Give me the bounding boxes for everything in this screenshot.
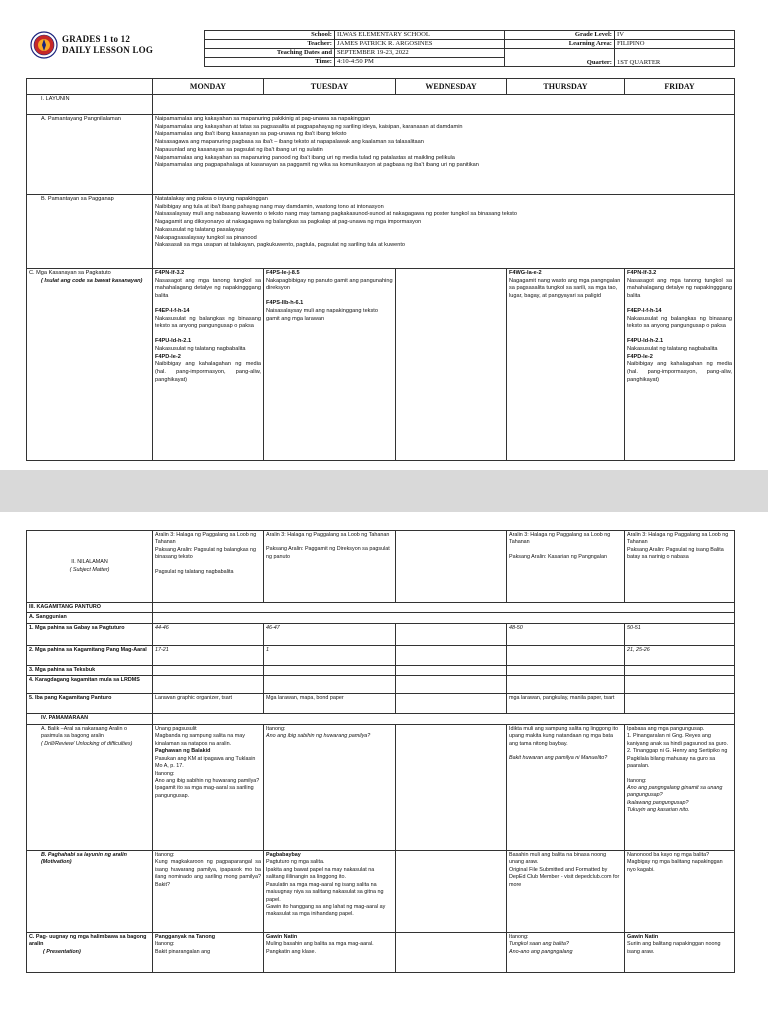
competency-text: Nakasusulat ng talatang nagbabalita — [155, 345, 246, 352]
quarter-label: Quarter: — [505, 49, 615, 67]
nilalaman-line: Paksang Aralin: Pagsulat ng isang Balita batay sa narinig o nabasa — [627, 546, 724, 561]
teksbuk-monday — [153, 665, 264, 675]
kagamitang-pang-mag-aaral-label: 2. Mga pahina sa Kagamitang Pang Mag-Aaral — [27, 645, 153, 665]
paghahabi-friday — [625, 850, 735, 932]
balik-aral-monday — [153, 724, 264, 850]
pamantayang-line: Napauunlad ang kasanayan sa pagsulat ng iba't ibang uri ng sulatin — [155, 146, 323, 153]
competency-code: F4PD-Ie-2 — [155, 353, 181, 360]
procedure-line: Pangganyak na Tanong — [155, 933, 216, 940]
school-info-table — [204, 30, 735, 67]
procedure-line: Muling basahin ang balita sa mga mag-aaral. — [266, 941, 374, 948]
lrdms-friday — [625, 676, 735, 694]
procedure-line: Ipakita ang bawat papel na may nakasulat na salitang ililinangin sa linggong ito. — [266, 866, 375, 881]
pag-uugnay-thursday — [507, 932, 625, 972]
competency-text: Naisasalaysay muli ang napakinggang teksto gamit ang mga larawan — [266, 307, 378, 322]
pag-uugnay-monday — [153, 932, 264, 972]
pamantayang-line: Naisasagawa ang mapanuring pagbasa sa iba't – ibang teksto at napapalawak ang kaalaman sa talasalitaan — [155, 139, 424, 146]
title-line-2: DAILY LESSON LOG — [62, 45, 154, 56]
pag-uugnay-sub: ( Presentation) — [43, 948, 81, 955]
pagganap-line: Nakapagsasalaysay tungkol sa pinanood — [155, 234, 257, 241]
nilalaman-wednesday — [396, 531, 507, 603]
competency-text: Nakapagbibigay ng panuto gamit ang pangunahing direksyon — [266, 277, 393, 292]
objectives-table — [26, 78, 735, 461]
kagamitan-blank — [153, 603, 735, 613]
nilalaman-line: Paksang Aralin: Pagsulat ng balangkas ng binasang teksto — [155, 546, 256, 561]
lm-monday: 17-21 — [153, 645, 264, 665]
pamantayang-text — [153, 115, 735, 195]
procedure-line: Tungkol saan ang balita? — [509, 941, 569, 948]
pagganap-label: B. Pamantayan sa Pagganap — [27, 195, 153, 269]
procedure-line: Itanong: — [155, 851, 175, 858]
paghahabi-label: B. Paghahabi sa layunin ng aralin (Motivation) — [27, 850, 153, 932]
pagganap-line: Natatalakay ang paksa o isyung napakinggan — [155, 196, 268, 203]
pamantayang-line: Naipamamalas ang kakayahan at tatas sa pagsasalita at pagpapahayag ng sariling ideya, kaisipan, karanasan at damdamin — [155, 123, 463, 130]
lesson-log-header — [26, 30, 734, 68]
iba-pang-kagamitan-label: 5. Iba pang Kagamitang Panturo — [27, 694, 153, 714]
pag-uugnay-label-cell — [27, 932, 153, 972]
log-title — [62, 34, 153, 57]
competency-text: Nakasusulat ng balangkas ng binasang teksto sa anyong pangungusap o paksa — [155, 315, 261, 330]
competency-text: Nagagamit nang wasto ang mga pangngalan sa pagsasalita tungkol sa sarili, sa mga tao, lugar, bagay, at pangyayari sa paligid — [509, 277, 621, 300]
kasanayan-monday — [153, 269, 264, 461]
pagganap-line: Nagagamit ang diksyonaryo at nakagagawa ng balangkas sa pagkalap at pag-unawa ng mga impormasyon — [155, 219, 422, 226]
procedure-line: Ano-ano ang pangngalang — [509, 948, 573, 955]
dates-label: Teaching Dates and — [205, 49, 335, 58]
competency-code: F4PS-IIb-h-6.1 — [266, 300, 304, 307]
teksbuk-label: 3. Mga pahina sa Teksbuk — [27, 665, 153, 675]
page-two — [0, 512, 768, 1024]
nilalaman-line: Aralin 3: Halaga ng Paggalang sa Loob ng Tahanan — [155, 532, 257, 546]
nilalaman-label: II. NILALAMAN — [71, 559, 108, 566]
teksbuk-thursday — [507, 665, 625, 675]
pagganap-text — [153, 195, 735, 269]
kagamitan-label: III. KAGAMITANG PANTURO — [27, 603, 153, 613]
paghahabi-wednesday — [396, 850, 507, 932]
procedure-line: Itanong: — [155, 770, 175, 777]
procedure-line: Bakit pinarangalan ang — [155, 948, 211, 955]
nilalaman-line: Paksang Aralin: Paggamit ng Direksyon sa pagsulat ng panuto — [266, 546, 390, 560]
procedure-line: Original File Submitted and Formatted by DepEd Club Member - visit depedclub.com for more — [509, 866, 620, 888]
day-friday: FRIDAY — [625, 79, 735, 95]
time-value: 4:10-4:50 PM — [335, 58, 505, 67]
area-label: Learning Area: — [505, 40, 615, 49]
procedure-line: Ano ang ibig sabihin ng huwarang pamilya? — [155, 777, 260, 784]
procedure-line: Pasulatin sa mga mag-aaral ng isang salita na maiuugnay niya sa salitang nakasulat sa gitna ng papel. — [266, 881, 384, 903]
layunin-blank — [153, 95, 735, 115]
paghahabi-thursday — [507, 850, 625, 932]
iba-monday: Larawan graphic organizer, tsart — [153, 694, 264, 714]
procedure-line: Paghawan ng Balakid — [155, 748, 211, 755]
grade-label: Grade Level: — [505, 31, 615, 40]
lrdms-tuesday — [264, 676, 396, 694]
pamamaraan-label: IV. PAMAMARAAN — [27, 714, 153, 724]
nilalaman-friday — [625, 531, 735, 603]
kasanayan-friday — [625, 269, 735, 461]
nilalaman-line: Aralin 3: Halaga ng Paggalang sa Loob ng Tahanan — [509, 532, 611, 546]
procedure-line: Suriin ang balitang napakinggan noong isang araw. — [627, 941, 721, 955]
competency-text: Nasasagot ang mga tanong tungkol sa mahahalagang detalye ng napakingggang balita — [155, 277, 261, 300]
pagganap-line: Nakasasali sa mga usapan at talakayan, pagkukuwento, pagtula, pagsulat ng sariling tula at kuwento — [155, 242, 406, 249]
teksbuk-wednesday — [396, 665, 507, 675]
dates-value: SEPTEMBER 19-23, 2022 — [335, 49, 505, 58]
procedure-line: Nanonood ba kayo ng mga balita? — [627, 851, 710, 858]
lrdms-thursday — [507, 676, 625, 694]
gabay-label: 1. Mga pahina sa Gabay sa Pagtuturo — [27, 623, 153, 645]
pamantayang-line: Naipamamalas ang kakayahan sa mapanuring panood ng iba't ibang uri ng media tulad ng patalastas at maikling pelikula — [155, 154, 455, 161]
pag-uugnay-wednesday — [396, 932, 507, 972]
teacher-label: Teacher: — [205, 40, 335, 49]
day-monday: MONDAY — [153, 79, 264, 95]
procedure-line: Magbigay ng mga balitang napakinggan nyo kagabi. — [627, 859, 723, 873]
nilalaman-tuesday — [264, 531, 396, 603]
pag-uugnay-friday — [625, 932, 735, 972]
competency-code: F4PU-Id-h-2.1 — [627, 338, 664, 345]
procedure-line: Ikalawang pangungusap? — [627, 799, 689, 806]
balik-aral-label: A. Balik –Aral sa nakaraang Aralin o pasimula sa bagong aralin — [41, 725, 127, 740]
procedure-line: 2. Tinanggap ni G. Henry ang Sertipiko ng Pagkilala bilang mahusay na guro sa paaralan. — [627, 748, 728, 770]
gabay-thursday: 48-50 — [507, 623, 625, 645]
school-label: School: — [205, 31, 335, 40]
competency-code: F4WG-Ia-e-2 — [509, 270, 542, 277]
balik-aral-thursday — [507, 724, 625, 850]
nilalaman-monday — [153, 531, 264, 603]
kasanayan-wednesday — [396, 269, 507, 461]
teksbuk-tuesday — [264, 665, 396, 675]
deped-seal-icon — [30, 31, 58, 59]
iba-friday — [625, 694, 735, 714]
procedure-line: Itanong: — [509, 933, 529, 940]
kasanayan-label-cell — [27, 269, 153, 461]
procedure-line: Itanong: — [266, 725, 286, 732]
lm-thursday — [507, 645, 625, 665]
procedure-line: Ipagamit ito sa mga mag-aaral sa sariling pangungusap. — [155, 785, 254, 799]
nilalaman-thursday — [507, 531, 625, 603]
procedure-line: Pagbabaybay — [266, 851, 301, 858]
competency-text: Nakasusulat ng balangkas ng binasang teksto sa anyong pangungusap o paksa — [627, 315, 732, 330]
procedure-line: Unang pagsusulit — [155, 725, 197, 732]
lm-wednesday — [396, 645, 507, 665]
nilalaman-line: Paksang Aralin: Kasarian ng Pangngalan — [509, 553, 607, 560]
competency-code: F4EP-I-f-h-14 — [155, 307, 190, 314]
pag-uugnay-tuesday — [264, 932, 396, 972]
procedure-line: Ano ang ibig sabihin ng huwarang pamilya? — [266, 733, 371, 740]
area-value: FILIPINO — [615, 40, 735, 49]
competency-code: F4PN-If-3.2 — [627, 270, 657, 277]
competency-code: F4PU-Id-h-2.1 — [155, 338, 192, 345]
paghahabi-monday — [153, 850, 264, 932]
balik-aral-sub: ( Drill/Review/ Unlocking of difficulties) — [41, 740, 133, 747]
procedure-line: Itanong: — [155, 941, 175, 948]
procedure-line: Ipabasa ang mga pangungusap. — [627, 725, 705, 732]
sanggunian-label: A. Sanggunian — [27, 613, 153, 623]
pagganap-line: Naisasalaysay muli ang nabasang kuwento o teksto nang may tamang pagkakasunod-sunod at nakagagawa ng poster tungkol sa binasang teksto — [155, 211, 517, 218]
procedure-line: Kung magkakaroon ng pagpaparangal sa isang huwarang pamilya, ipapasok mo ba ilang nominado ang sariling mong pamilya? Bakit? — [155, 859, 261, 888]
procedure-line: 1. Pinangaralan ni Gng. Reyes ang kaniyang anak sa hindi pagsunod sa guro. — [627, 733, 728, 747]
paghahabi-tuesday — [264, 850, 396, 932]
kasanayan-thursday — [507, 269, 625, 461]
pamantayang-line: Naipamamalas ang iba't ibang kasanayan sa pag-unawa ng iba't ibang teksto — [155, 131, 347, 138]
balik-aral-label-cell — [27, 724, 153, 850]
day-thursday: THURSDAY — [507, 79, 625, 95]
pamantayang-label: A. Pamantayang Pangnilalaman — [27, 115, 153, 195]
pagganap-line: Naibibigay ang tula at iba't ibang pahayag nang may damdamin, wastong tono at intonasyon — [155, 203, 384, 210]
day-header-row — [27, 79, 735, 95]
pagganap-line: Nakasusulat ng talatang pasalaysay — [155, 226, 245, 233]
nilalaman-label-cell — [27, 531, 153, 603]
school-value: ILWAS ELEMENTARY SCHOOL — [335, 31, 505, 40]
lrdms-wednesday — [396, 676, 507, 694]
procedure-line: Pasukan ang KM at ipagawa ang Tuklasin Mo A, p. 17. — [155, 755, 256, 770]
procedure-line: Tukuyin ang kasarian nito. — [627, 807, 690, 814]
grade-value: IV — [615, 31, 735, 40]
teksbuk-friday — [625, 665, 735, 675]
pag-uugnay-label: C. Pag- uugnay ng mga halimbawa sa bagong aralin — [29, 933, 147, 948]
competency-code: F4PD-Ie-2 — [627, 353, 653, 360]
nilalaman-line: Aralin 3: Halaga ng Paggalang sa Loob ng Tahanan — [627, 532, 729, 546]
balik-aral-tuesday — [264, 724, 396, 850]
kasanayan-label: C. Mga Kasanayan sa Pagkatuto — [29, 270, 111, 277]
gabay-wednesday — [396, 623, 507, 645]
content-procedure-table — [26, 530, 735, 973]
competency-code: F4EP-I-f-h-14 — [627, 307, 662, 314]
blank-corner — [27, 79, 153, 95]
day-wednesday: WEDNESDAY — [396, 79, 507, 95]
quarter-value: 1ST QUARTER — [615, 49, 735, 67]
procedure-line: Ano ang pangngalang ginamit sa unang pangungusap? — [627, 784, 723, 799]
kasanayan-tuesday — [264, 269, 396, 461]
sanggunian-blank — [153, 613, 735, 623]
iba-tuesday: Mga larawan, mapa, bond paper — [264, 694, 396, 714]
procedure-line: Magbanda ng sampung salita na may kinalaman sa natapos na aralin. — [155, 733, 245, 747]
pamantayang-line: Naipamamalas ang pagpapahalaga at kasanayan sa paggamit ng wika sa komunikasyon at pagbasa ng iba't ibang uri ng panitikan — [155, 162, 479, 169]
iba-wednesday — [396, 694, 507, 714]
procedure-line: Gawin Natin — [266, 933, 298, 940]
procedure-line: Itanong: — [627, 777, 647, 784]
procedure-line: Gawin ito hanggang sa ang lahat ng mag-aaral ay makasulat sa mga inihandang papel. — [266, 903, 386, 918]
competency-code: F4PN-If-3.2 — [155, 270, 185, 277]
procedure-line: Basahin muli ang balita na binasa noong unang araw. — [509, 851, 607, 866]
procedure-line: Idikta muli ang sampung salita ng linggong ito upang makita kung natandaan ng mga bata ang tama nitong baybay. — [509, 725, 619, 747]
balik-aral-wednesday — [396, 724, 507, 850]
kasanayan-sub: ( Isulat ang code sa bawat kasanayan) — [41, 277, 143, 284]
day-tuesday: TUESDAY — [264, 79, 396, 95]
competency-text: Nakasusulat ng talatang nagbabalita — [627, 345, 718, 352]
lrdms-label: 4. Karagdagang kagamitan mula sa LRDMS — [27, 676, 153, 694]
procedure-line: Gawin Natin — [627, 933, 659, 940]
iba-thursday: mga larawan, pangkulay, manila paper, tsart — [507, 694, 625, 714]
layunin-heading: I. LAYUNIN — [27, 95, 153, 115]
competency-text: Naibibigay ang kahalagahan ng media (hal. pang-impormasyon, pang-aliw, panghikayat) — [155, 361, 261, 383]
procedure-line: Pangkatin ang klase. — [266, 948, 317, 955]
nilalaman-line: Pagsulat ng talatang nagbabalita — [155, 568, 234, 575]
pamamaraan-blank — [153, 714, 735, 724]
title-line-1: GRADES 1 to 12 — [62, 34, 131, 44]
pamantayang-line: Naipamamalas ang kakayahan sa mapanuring pakikinig at pag-unawa sa napakinggan — [155, 116, 371, 123]
gabay-tuesday: 46-47 — [264, 623, 396, 645]
competency-code: F4PS-Ie-j-8.5 — [266, 270, 300, 277]
gabay-monday: 44-46 — [153, 623, 264, 645]
procedure-line: Bakit huwaran ang pamilya ni Manuelito? — [509, 755, 608, 762]
lm-tuesday: 1 — [264, 645, 396, 665]
time-label: Time: — [205, 58, 335, 67]
balik-aral-friday — [625, 724, 735, 850]
lm-friday: 21, 25-26 — [625, 645, 735, 665]
procedure-line: Pagtuturo ng mga salita. — [266, 859, 325, 866]
competency-text: Nasasagot ang mga tanong tungkol sa mahahalagang detalye ng napakingggang balita — [627, 277, 732, 300]
teacher-value: JAMES PATRICK R. ARGOSINES — [335, 40, 505, 49]
nilalaman-line: Aralin 3: Halaga ng Paggalang sa Loob ng Tahanan — [266, 532, 390, 538]
lrdms-monday — [153, 676, 264, 694]
page-one — [0, 0, 768, 470]
nilalaman-sub: ( Subject Matter) — [69, 566, 110, 573]
gabay-friday: 50-51 — [625, 623, 735, 645]
competency-text: Naibibigay ang kahalagahan ng media (hal. pang-impormasyon, pang-aliw, panghikayat) — [627, 361, 732, 383]
